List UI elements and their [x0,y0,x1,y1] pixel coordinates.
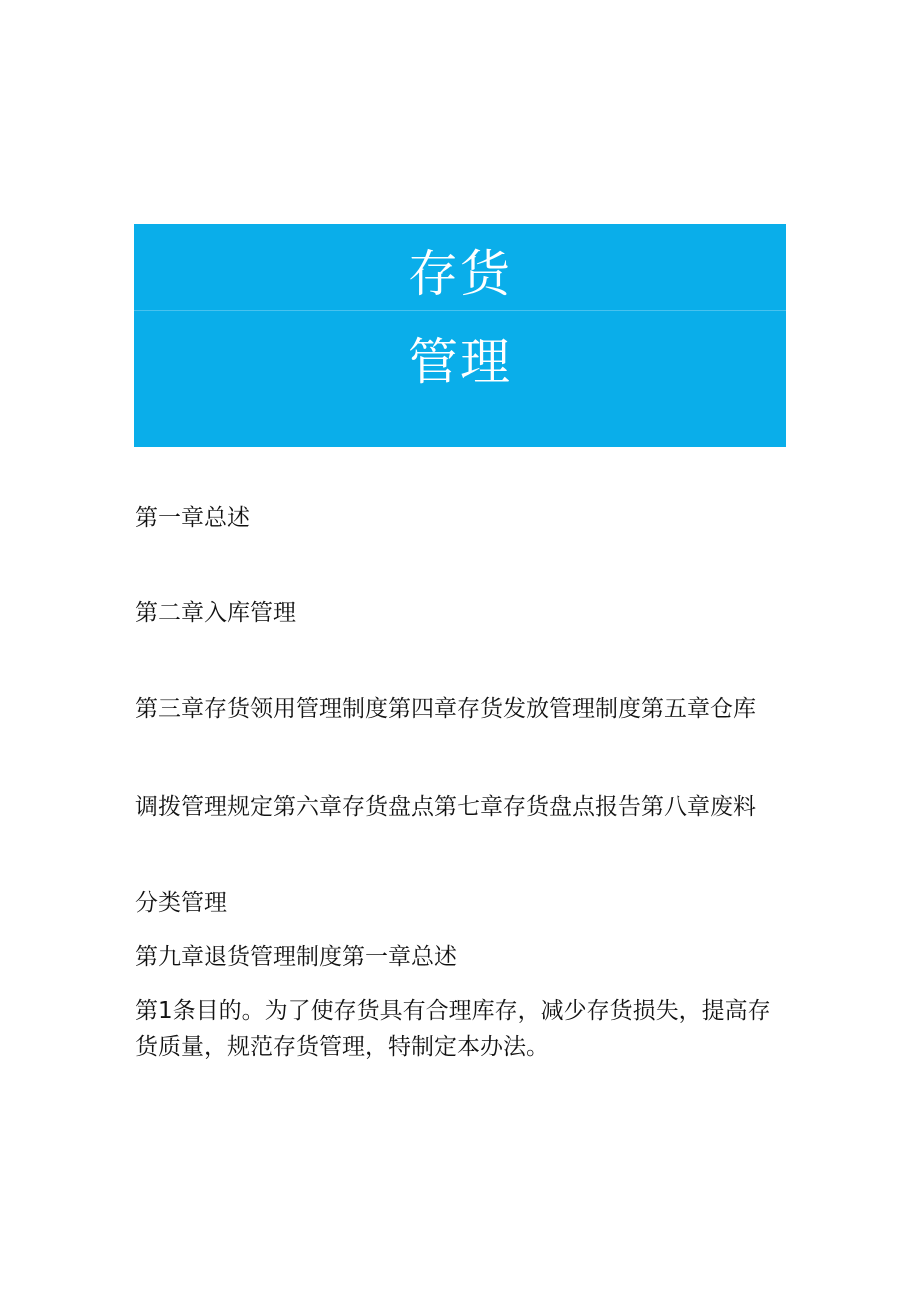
article-paragraph: 第1条目的。为了使存货具有合理库存，减少存货损失，提高存货质量，规范存货管理，特制定本办法。 [135,998,771,1060]
banner-title-line-1: 存货 [408,245,512,303]
toc-line-5: 分类管理 [135,890,227,916]
title-banner [134,224,786,447]
banner-title-line-2: 管理 [408,333,512,391]
toc-line-2: 第二章入库管理 [135,600,296,626]
toc-line-4: 调拨管理规定第六章存货盘点第七章存货盘点报告第八章废料 [135,794,756,820]
toc-line-1: 第一章总述 [135,505,250,531]
toc-line-6: 第九章退货管理制度第一章总述 [135,944,457,970]
banner-divider [134,310,786,311]
toc-line-3: 第三章存货领用管理制度第四章存货发放管理制度第五章仓库 [135,696,756,722]
